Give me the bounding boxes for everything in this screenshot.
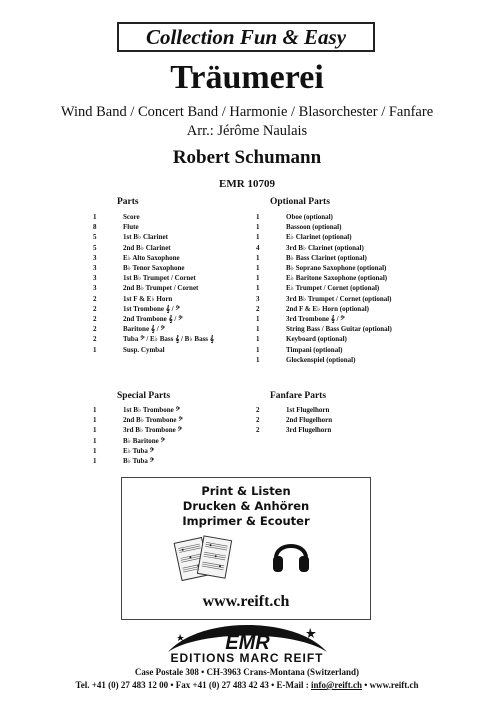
list-item [93, 446, 183, 456]
part-quantity: 2 [256, 304, 260, 313]
list-item [256, 324, 392, 334]
part-name: 2nd Flugelhorn [286, 416, 333, 425]
list-item [93, 253, 214, 263]
part-name: 2nd B♭ Trombone 𝄢 [123, 416, 183, 425]
list-item [93, 273, 214, 283]
part-name: B♭ Baritone 𝄢 [123, 436, 166, 445]
part-name: 3rd B♭ Trumpet / Cornet (optional) [286, 294, 392, 303]
fanfare-parts-list [256, 405, 332, 436]
parts-list [93, 212, 214, 355]
part-quantity: 1 [256, 315, 260, 324]
list-item [256, 232, 392, 242]
list-item [93, 294, 214, 304]
contact-suffix: • www.reift.ch [361, 680, 419, 690]
part-quantity: 2 [256, 406, 260, 414]
part-name: Susp. Cymbal [123, 345, 165, 354]
list-item [256, 263, 392, 273]
list-item [256, 415, 332, 425]
part-quantity: 1 [256, 335, 260, 344]
list-item [256, 243, 392, 253]
part-name: Timpani (optional) [286, 345, 343, 354]
part-name: 3rd B♭ Clarinet (optional) [286, 243, 364, 252]
part-name: 1st Flugelhorn [286, 406, 330, 414]
publisher-address: Case Postale 308 • CH-3963 Crans-Montana (Switzerland) [134, 667, 360, 677]
part-name: E♭ Tuba 𝄢 [123, 446, 155, 455]
headphones-icon [270, 532, 312, 576]
list-item [256, 294, 392, 304]
optional-parts-list [256, 212, 392, 365]
part-quantity: 2 [93, 325, 97, 334]
part-quantity: 3 [93, 253, 97, 262]
part-quantity: 1 [256, 345, 260, 354]
emr-logo-text: EMR [225, 632, 270, 654]
list-item [93, 324, 214, 334]
arranger: Arr.: Jérôme Naulais [186, 123, 308, 139]
list-item [93, 456, 183, 466]
part-quantity: 1 [256, 233, 260, 242]
part-name: E♭ Clarinet (optional) [286, 233, 352, 242]
optional-parts-heading: Optional Parts [270, 197, 330, 207]
list-item [256, 405, 332, 415]
drucken-anhoren-label: Drucken & Anhören [182, 499, 310, 513]
part-quantity: 1 [93, 345, 97, 354]
part-name: Tuba 𝄢 / E♭ Bass 𝄞 / B♭ Bass 𝄞 [123, 335, 214, 344]
part-quantity: 4 [256, 243, 260, 252]
part-name: 1st B♭ Clarinet [123, 233, 168, 242]
part-quantity: 2 [93, 315, 97, 324]
part-name: Baritone 𝄞 / 𝄢 [123, 325, 165, 334]
part-quantity: 1 [93, 446, 97, 455]
part-quantity: 1 [256, 355, 260, 364]
list-item [93, 415, 183, 425]
special-parts-heading: Special Parts [117, 391, 171, 401]
part-name: B♭ Bass Clarinet (optional) [286, 253, 367, 262]
publisher-contact [0, 680, 494, 690]
list-item [93, 334, 214, 344]
part-name: Bassoon (optional) [286, 223, 342, 232]
part-name: 2nd B♭ Trumpet / Cornet [123, 284, 199, 293]
list-item [256, 273, 392, 283]
part-quantity: 2 [93, 294, 97, 303]
part-name: 1st F & E♭ Horn [123, 294, 173, 303]
part-quantity: 1 [256, 264, 260, 273]
part-quantity: 2 [256, 426, 260, 435]
website-link[interactable]: www.reift.ch [202, 593, 290, 610]
part-name: B♭ Soprano Saxophone (optional) [286, 264, 387, 273]
part-name: 3rd Flugelhorn [286, 426, 332, 435]
part-quantity: 3 [256, 294, 260, 303]
part-quantity: 1 [93, 213, 97, 221]
part-name: E♭ Alto Saxophone [123, 253, 180, 262]
list-item [256, 253, 392, 263]
sheet-music-icon [172, 532, 234, 584]
part-quantity: 2 [256, 416, 260, 425]
part-name: 1st B♭ Trombone 𝄢 [123, 406, 181, 414]
part-quantity: 1 [93, 457, 97, 466]
part-quantity: 1 [256, 284, 260, 293]
list-item [93, 222, 214, 232]
list-item [256, 425, 332, 435]
catalog-number: EMR 10709 [219, 178, 275, 190]
list-item [256, 283, 392, 293]
part-quantity: 2 [93, 304, 97, 313]
list-item [93, 425, 183, 435]
list-item [93, 345, 214, 355]
special-parts-list [93, 405, 183, 466]
part-name: Glockenspiel (optional) [286, 355, 356, 364]
part-name: B♭ Tuba 𝄢 [123, 457, 155, 466]
parts-heading: Parts [117, 197, 139, 207]
list-item [93, 405, 183, 415]
list-item [93, 212, 214, 222]
part-quantity: 5 [93, 233, 97, 242]
part-quantity: 2 [93, 335, 97, 344]
list-item [256, 334, 392, 344]
list-item [93, 436, 183, 446]
fanfare-parts-heading: Fanfare Parts [270, 391, 327, 401]
part-name: 2nd Trombone 𝄞 / 𝄢 [123, 315, 183, 324]
part-name: 3rd B♭ Trombone 𝄢 [123, 426, 182, 435]
part-name: 2nd F & E♭ Horn (optional) [286, 304, 369, 313]
part-quantity: 1 [93, 406, 97, 414]
part-quantity: 1 [256, 223, 260, 232]
list-item [93, 243, 214, 253]
part-quantity: 1 [256, 253, 260, 262]
part-quantity: 1 [256, 325, 260, 334]
publisher-name: EDITIONS MARC REIFT [170, 651, 324, 665]
part-quantity: 3 [93, 284, 97, 293]
contact-prefix: Tel. +41 (0) 27 483 12 00 • Fax +41 (0) 27 483 42 43 • E-Mail : [75, 680, 312, 690]
part-name: 1st Trombone 𝄞 / 𝄢 [123, 304, 180, 313]
part-quantity: 1 [256, 274, 260, 283]
list-item [93, 304, 214, 314]
list-item [256, 314, 392, 324]
part-name: 2nd B♭ Clarinet [123, 243, 171, 252]
print-listen-box[interactable] [121, 477, 371, 620]
part-quantity: 1 [93, 416, 97, 425]
page-title: Träumerei [170, 59, 324, 96]
print-listen-label: Print & Listen [201, 484, 291, 498]
part-quantity: 3 [93, 264, 97, 273]
part-name: Keyboard (optional) [286, 335, 347, 344]
series-title: Collection Fun & Easy [117, 22, 375, 52]
list-item [256, 355, 392, 365]
part-name: 1st B♭ Trumpet / Cornet [123, 274, 196, 283]
part-quantity: 1 [93, 426, 97, 435]
part-name: E♭ Baritone Saxophone (optional) [286, 274, 388, 283]
part-name: 3rd Trombone 𝄞 / 𝄢 [286, 315, 345, 324]
part-name: E♭ Trumpet / Cornet (optional) [286, 284, 380, 293]
list-item [256, 304, 392, 314]
part-quantity: 8 [93, 223, 97, 232]
composer: Robert Schumann [172, 147, 322, 168]
part-name: String Bass / Bass Guitar (optional) [286, 325, 392, 334]
list-item [256, 212, 392, 222]
part-name: Flute [123, 223, 139, 232]
imprimer-ecouter-label: Imprimer & Ecouter [182, 514, 310, 528]
list-item [93, 263, 214, 273]
part-name: Oboe (optional) [286, 213, 333, 221]
part-quantity: 5 [93, 243, 97, 252]
part-quantity: 1 [93, 436, 97, 445]
part-quantity: 3 [93, 274, 97, 283]
email-link[interactable]: info@reift.ch [311, 680, 362, 690]
list-item [256, 345, 392, 355]
list-item [93, 283, 214, 293]
list-item [93, 314, 214, 324]
part-quantity: 1 [256, 213, 260, 221]
list-item [93, 232, 214, 242]
part-name: Score [123, 213, 140, 221]
list-item [256, 222, 392, 232]
part-name: B♭ Tenor Saxophone [123, 264, 185, 273]
instrumentation-subtitle: Wind Band / Concert Band / Harmonie / Blasorchester / Fanfare [60, 104, 434, 120]
